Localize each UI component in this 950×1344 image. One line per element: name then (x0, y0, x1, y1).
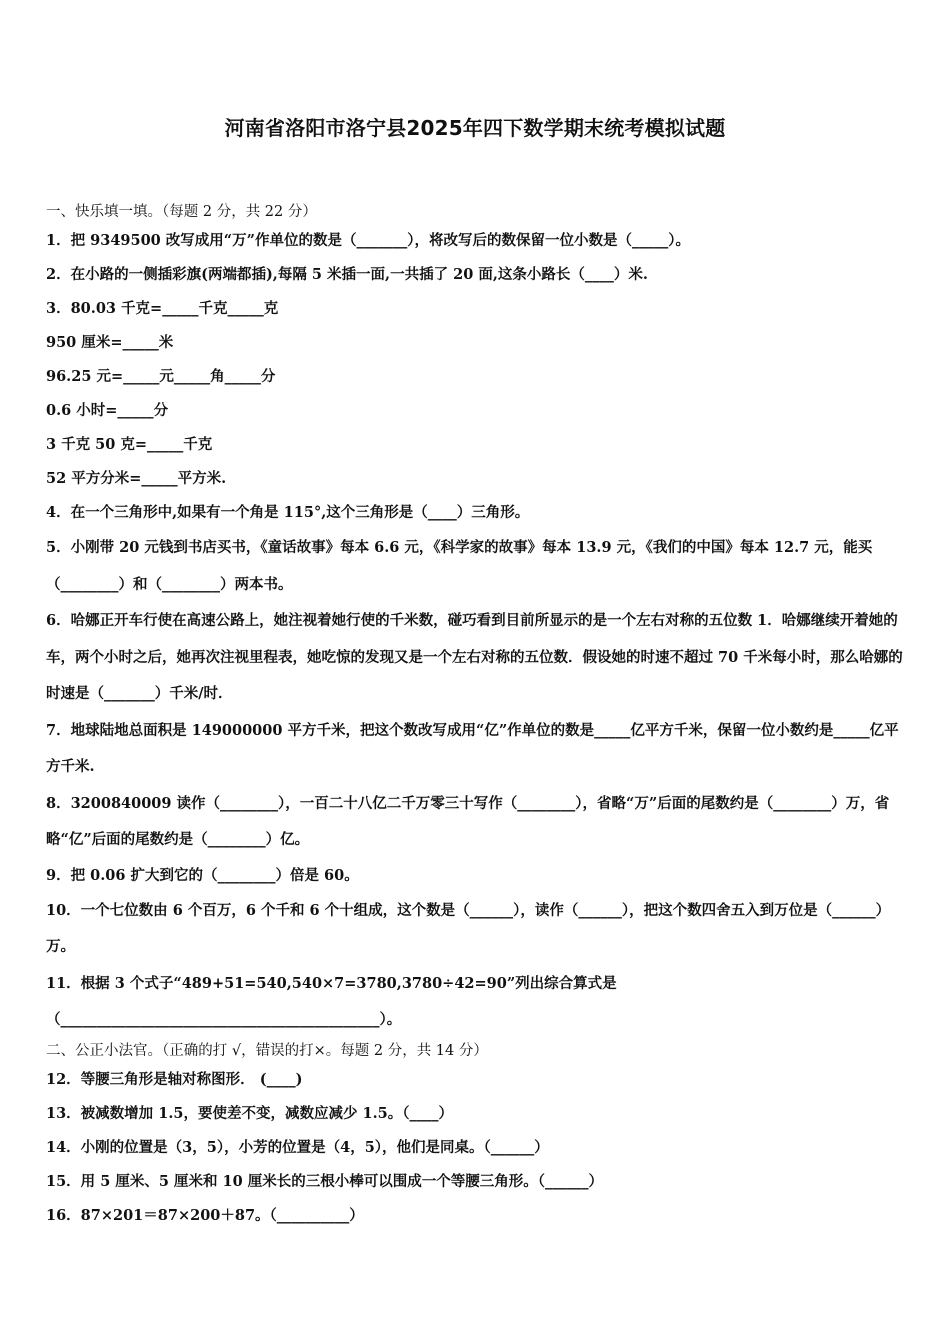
question-9: 9．把 0.06 扩大到它的（________）倍是 60。 (46, 866, 359, 884)
question-2: 2．在小路的一侧插彩旗(两端都插),每隔 5 米插一面,一共插了 20 面,这条小路长（____）米. (46, 266, 648, 283)
question-3-part-f: 52 平方分米=_____平方米. (46, 470, 227, 487)
question-3-part-b: 950 厘米=_____米 (46, 334, 174, 351)
section-heading-2: 二、公正小法官。（正确的打 √，错误的打×。每题 2 分，共 14 分） (46, 1042, 488, 1059)
question-3-part-e: 3 千克 50 克=_____千克 (46, 436, 213, 453)
question-1: 1．把 9349500 改写成用“万”作单位的数是（_______），将改写后的数保留一位小数是（_____）。 (46, 232, 690, 249)
question-15: 15．用 5 厘米、5 厘米和 10 厘米长的三根小棒可以围成一个等腰三角形。（______） (46, 1172, 604, 1190)
question-16: 16．87×201＝87×200＋87。（__________） (46, 1206, 364, 1224)
question-11: 11．根据 3 个式子“489+51=540,540×7=3780,3780÷42=90”列出综合算式是（____________________________________________）。 (46, 974, 617, 1028)
question-10: 10．一个七位数由 6 个百万，6 个千和 6 个十组成，这个数是（______），读作（______），把这个数四舍五入到万位是（______）万。 (46, 901, 891, 955)
question-3-part-a: 3．80.03 千克=_____千克_____克 (46, 300, 279, 317)
question-4: 4．在一个三角形中,如果有一个角是 115°,这个三角形是（____）三角形。 (46, 504, 530, 521)
question-8: 8．3200840009 读作（________），一百二十八亿二千万零三十写作（________），省略“万”后面的尾数约是（________）万，省略“亿”后面的尾数约是（________）亿。 (46, 794, 890, 848)
exam-content (46, 200, 908, 1233)
section-heading-1: 一、快乐填一填。（每题 2 分，共 22 分） (46, 204, 317, 220)
question-6: 6．哈娜正开车行使在高速公路上，她注视着她行使的千米数，碰巧看到目前所显示的是一个左右对称的五位数 1．哈娜继续开着她的车，两个小时之后，她再次注视里程表，她吃惊的发现又是一个左右对称的五位数．假设她的时速不超过 70 千米每小时，那么哈娜的时速是（_______）千米/时． (46, 612, 903, 702)
question-12: 12．等腰三角形是轴对称图形． (____) (46, 1070, 303, 1088)
question-5: 5．小刚带 20 元钱到书店买书，《童话故事》每本 6.6 元，《科学家的故事》每本 13.9 元，《我们的中国》每本 12.7 元，能买（________）和（________）两本书。 (46, 539, 873, 593)
question-3-part-c: 96.25 元=_____元_____角_____分 (46, 368, 276, 385)
question-14: 14．小刚的位置是（3，5），小芳的位置是（4，5），他们是同桌。（______） (46, 1138, 549, 1156)
question-13: 13．被减数增加 1.5，要使差不变，减数应减少 1.5。（____） (46, 1104, 453, 1122)
question-7: 7．地球陆地总面积是 149000000 平方千米，把这个数改写成用“亿”作单位的数是_____亿平方千米，保留一位小数约是_____亿平方千米. (46, 721, 899, 775)
question-3-part-d: 0.6 小时=_____分 (46, 402, 169, 419)
page-title: 河南省洛阳市洛宁县2025年四下数学期末统考模拟试题 (224, 116, 726, 140)
